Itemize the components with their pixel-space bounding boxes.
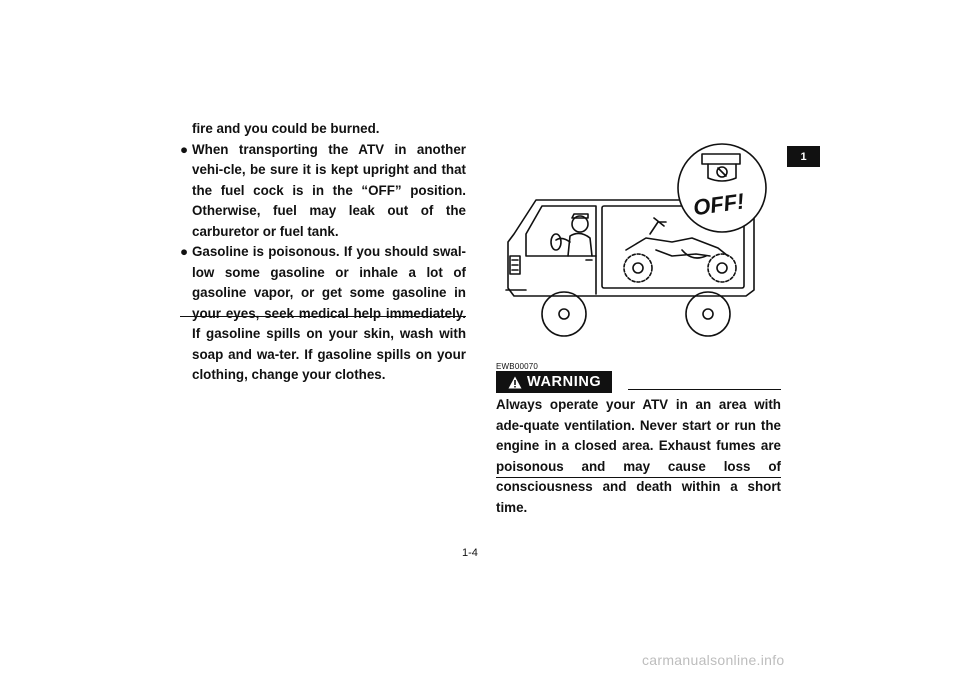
warning-title: WARNING xyxy=(527,374,602,390)
warning-end-rule xyxy=(496,477,781,478)
front-wheel xyxy=(542,292,586,336)
left-column xyxy=(180,119,466,386)
bullet-poison xyxy=(180,242,466,386)
warning-body xyxy=(496,395,781,518)
off-label: OFF! xyxy=(691,188,746,221)
off-callout-circle xyxy=(678,144,766,232)
warning-text: Always operate your ATV in an area with ade-quate ventilation. Never start or run the engine in a closed area. Exhaust fumes are poisonous and may cause loss of consciousness and death within a short time. xyxy=(496,397,781,515)
warning-badge xyxy=(496,371,612,393)
bullet-transport xyxy=(180,140,466,243)
bullet-dot-icon: ● xyxy=(180,244,189,259)
bullet-poison-text: Gasoline is poisonous. If you should swal-low some gasoline or inhale a lot of gasoline vapor, or get some gasoline in your eyes, seek medical help immediately. If gasoline spills on your skin, wash with soap and wa-ter. If gasoline spills on your clothing, change your clothes. xyxy=(192,244,466,382)
chapter-tab[interactable]: 1 xyxy=(787,146,820,167)
warning-header xyxy=(496,371,781,393)
page-number: 1-4 xyxy=(462,547,478,559)
bullet-dot-icon: ● xyxy=(180,141,189,157)
van-atv-illustration xyxy=(496,138,786,350)
warning-header-rule xyxy=(628,389,781,390)
watermark: carmanualsonline.info xyxy=(642,652,785,668)
continuation-text: fire and you could be burned. xyxy=(192,121,380,136)
section-end-rule xyxy=(180,316,466,317)
warning-code: EWB00070 xyxy=(496,362,539,371)
warning-triangle-icon xyxy=(508,376,522,389)
bullet-transport-text: When transporting the ATV in another vehi-cle, be sure it is kept upright and that the fuel cock is in the “OFF” position. Otherwise, fuel may leak out of the carburetor or fuel tank. xyxy=(192,141,466,239)
rear-wheel xyxy=(686,292,730,336)
